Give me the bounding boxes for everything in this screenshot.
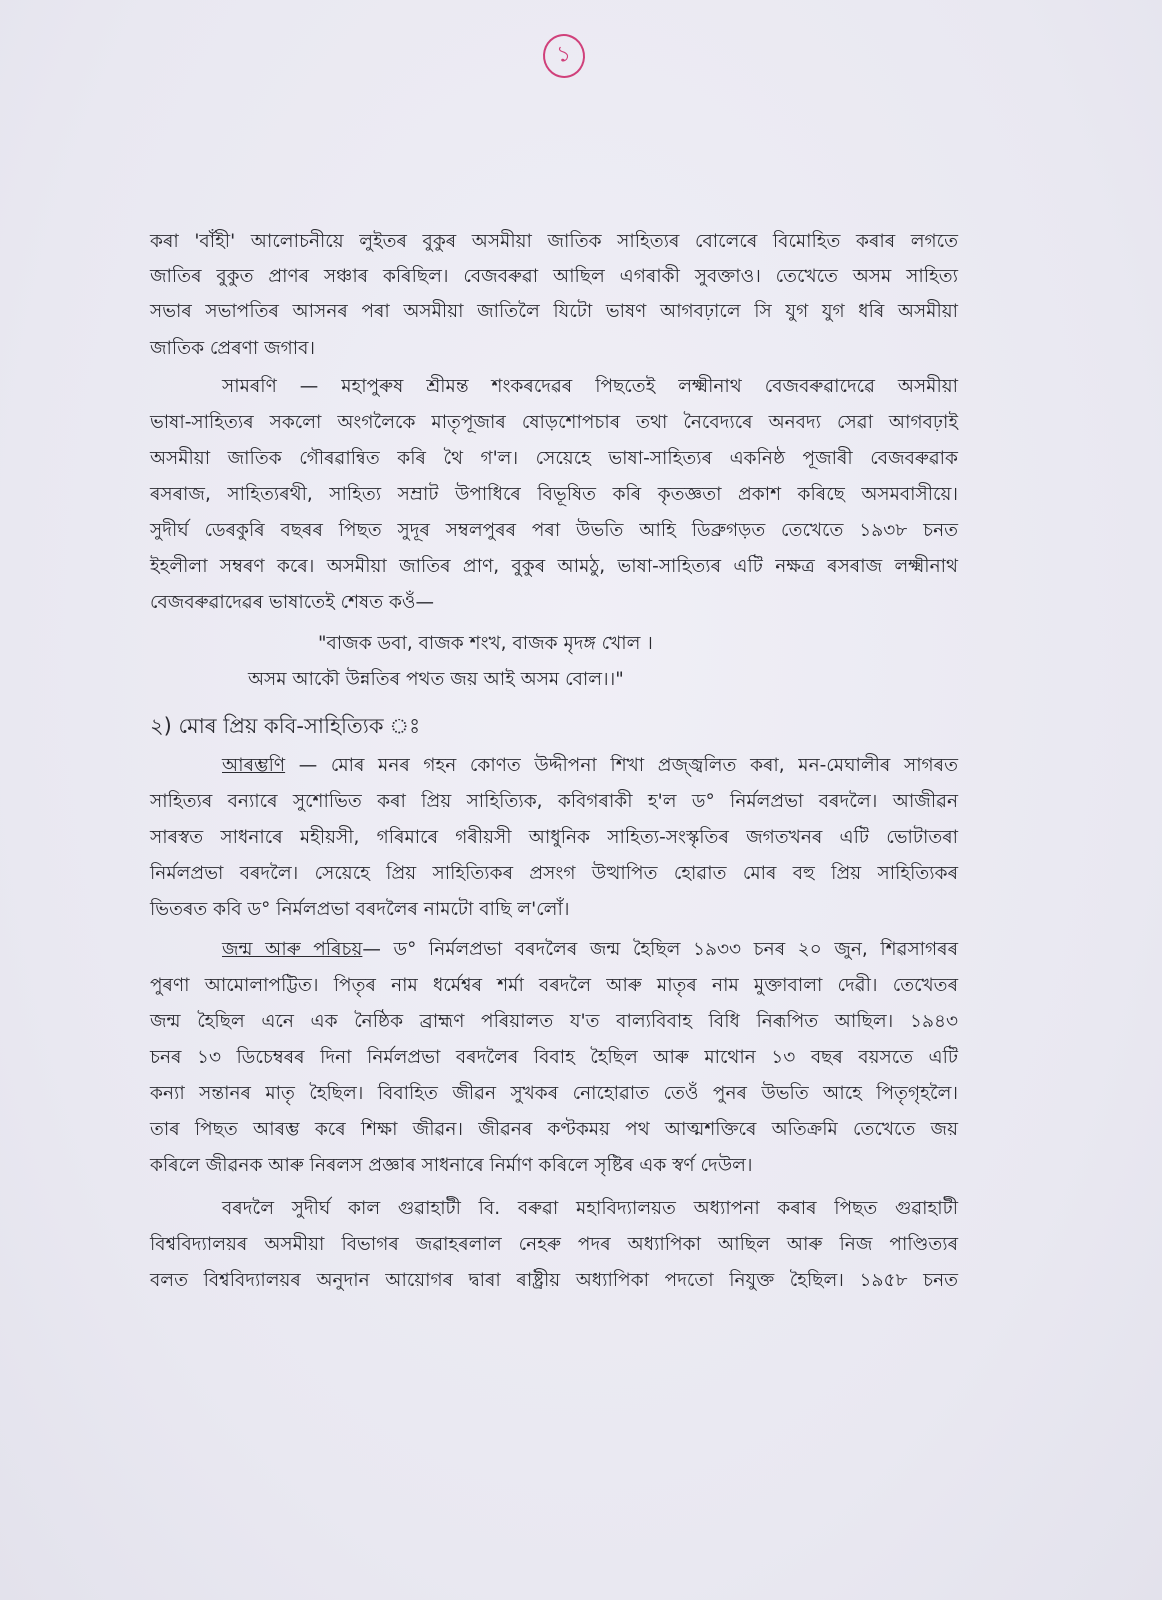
section-heading: ২) মোৰ প্ৰিয় কবি-সাহিত্যিক ঃ bbox=[150, 714, 421, 738]
section-label-intro: আৰম্ভণি bbox=[222, 755, 286, 776]
text-line: জাতিক প্ৰেৰণা জগাব। bbox=[150, 338, 316, 359]
text-line: বলত বিশ্ববিদ্যালয়ৰ অনুদান আয়োগৰ দ্বাৰা ৰাষ্ট্ৰীয় অধ্যাপিকা পদতো নিযুক্ত হৈছিল। ১৯৫৮ চনত bbox=[150, 1270, 958, 1291]
text-line: বিশ্ববিদ্যালয়ৰ অসমীয়া বিভাগৰ জৱাহৰলাল নেহৰু পদৰ অধ্যাপিকা আছিল আৰু নিজ পাণ্ডিত্যৰ bbox=[150, 1234, 958, 1255]
text-line: নিৰ্মলপ্ৰভা বৰদলৈ। সেয়েহে প্ৰিয় সাহিত্যিকৰ প্ৰসংগ উত্থাপিত হোৱাত মোৰ বহু প্ৰিয় সাহিত্যিকৰ bbox=[150, 863, 958, 884]
text-line: জন্ম হৈছিল এনে এক নৈষ্ঠিক ব্ৰাহ্মণ পৰিয়ালত য'ত বাল্যবিবাহ বিধি নিৰূপিত আছিল। ১৯৪৩ bbox=[150, 1011, 958, 1032]
text-line: সভাৰ সভাপতিৰ আসনৰ পৰা অসমীয়া জাতিলৈ যিটো ভাষণ আগবঢ়ালে সি যুগ যুগ ধৰি অসমীয়া bbox=[150, 301, 958, 322]
text-line: ভিতৰত কবি ড° নিৰ্মলপ্ৰভা বৰদলৈৰ নামটো বাছি ল'লোঁ। bbox=[150, 899, 570, 920]
text-line: বেজবৰুৱাদেৱৰ ভাষাতেই শেষত কওঁ— bbox=[150, 592, 435, 613]
text-line: ভাষা-সাহিত্যৰ সকলো অংগলৈকে মাতৃপূজাৰ ষোড়শোপচাৰ তথা নৈবেদ্যৰে অনবদ্য সেৱা আগবঢ়াই bbox=[150, 412, 958, 433]
text-line: আৰম্ভণি — মোৰ মনৰ গহন কোণত উদ্দীপনা শিখা প্ৰজ্জ্বলিত কৰা, মন-মেঘালীৰ সাগৰত bbox=[222, 755, 958, 776]
text-line: সামৰণি — মহাপুৰুষ শ্ৰীমন্ত শংকৰদেৱৰ পিছতেই লক্ষ্মীনাথ বেজবৰুৱাদেৱে অসমীয়া bbox=[222, 376, 958, 397]
text-line: অসমীয়া জাতিক গৌৰৱান্বিত কৰি থৈ গ'ল। সেয়েহে ভাষা-সাহিত্যৰ একনিষ্ঠ পূজাৰী বেজবৰুৱাক bbox=[150, 448, 958, 469]
section-label-birth: জন্ম আৰু পৰিচয় bbox=[222, 939, 363, 960]
quote-line: অসম আকৌ উন্নতিৰ পথত জয় আই অসম বোল।।" bbox=[248, 669, 624, 690]
text-line: পুৰণা আমোলাপট্টিত। পিতৃৰ নাম ধৰ্মেশ্বৰ শৰ্মা বৰদলৈ আৰু মাতৃৰ নাম মুক্তাবালা দেৱী। তেখেতৰ bbox=[150, 975, 958, 996]
text-line: কৰিলে জীৱনক আৰু নিৰলস প্ৰজ্ঞাৰ সাধনাৰে নিৰ্মাণ কৰিলে সৃষ্টিৰ এক স্বৰ্ণ দেউল। bbox=[150, 1155, 753, 1176]
text-line: সাৰস্বত সাধনাৰে মহীয়সী, গৰিমাৰে গৰীয়সী আধুনিক সাহিত্য-সংস্কৃতিৰ জগতখনৰ এটি ভোটাতৰা bbox=[150, 827, 958, 848]
text-line: জাতিৰ বুকুত প্ৰাণৰ সঞ্চাৰ কৰিছিল। বেজবৰুৱা আছিল এগৰাকী সুবক্তাও। তেখেতে অসম সাহিত্য bbox=[150, 266, 958, 287]
quote-line: "বাজক ডবা, বাজক শংখ, বাজক মৃদঙ্গ খোল । bbox=[318, 633, 653, 654]
text-line: সাহিত্যৰ বন্যাৰে সুশোভিত কৰা প্ৰিয় সাহিত্যিক, কবিগৰাকী হ'ল ড° নিৰ্মলপ্ৰভা বৰদলৈ। আজীৱন bbox=[150, 791, 958, 812]
text-line: ৰসৰাজ, সাহিত্যৰথী, সাহিত্য সম্ৰাট উপাধিৰে বিভূষিত কৰি কৃতজ্ঞতা প্ৰকাশ কৰিছে অসমবাসীয়ে। bbox=[150, 484, 958, 505]
text-line: জন্ম আৰু পৰিচয়— ড° নিৰ্মলপ্ৰভা বৰদলৈৰ জন্ম হৈছিল ১৯৩৩ চনৰ ২০ জুন, শিৱসাগৰৰ bbox=[222, 939, 958, 960]
text-line: সুদীৰ্ঘ ডেৰকুৰি বছৰৰ পিছত সুদূৰ সম্বলপুৰৰ পৰা উভতি আহি ডিব্ৰুগড়ত তেখেতে ১৯৩৮ চনত bbox=[150, 520, 958, 541]
section-label-conclusion: সামৰণি bbox=[222, 376, 277, 397]
text-line: ইহলীলা সম্বৰণ কৰে। অসমীয়া জাতিৰ প্ৰাণ, বুকুৰ আমঠু, ভাষা-সাহিত্যৰ এটি নক্ষত্ৰ ৰসৰাজ লক্ষ্মীনাথ bbox=[150, 556, 958, 577]
text-line: তাৰ পিছত আৰম্ভ কৰে শিক্ষা জীৱন। জীৱনৰ কণ্টকময় পথ আত্মশক্তিৰে অতিক্ৰমি তেখেতে জয় bbox=[150, 1119, 958, 1140]
text-line: চনৰ ১৩ ডিচেম্বৰৰ দিনা নিৰ্মলপ্ৰভা বৰদলৈৰ বিবাহ হৈছিল আৰু মাথোন ১৩ বছৰ বয়সতে এটি bbox=[150, 1047, 958, 1068]
text-line: কৰা 'বাঁহী' আলোচনীয়ে লুইতৰ বুকুৰ অসমীয়া জাতিক সাহিত্যৰ বোলেৰে বিমোহিত কৰাৰ লগতে bbox=[150, 231, 958, 252]
text-line: কন্যা সন্তানৰ মাতৃ হৈছিল। বিবাহিত জীৱন সুখকৰ নোহোৱাত তেওঁ পুনৰ উভতি আহে পিতৃগৃহলৈ। bbox=[150, 1083, 958, 1104]
text-line: বৰদলৈ সুদীৰ্ঘ কাল গুৱাহাটী বি. বৰুৱা মহাবিদ্যালয়ত অধ্যাপনা কৰাৰ পিছত গুৱাহাটী bbox=[222, 1198, 958, 1219]
page-number-circled: ১ bbox=[540, 31, 588, 80]
